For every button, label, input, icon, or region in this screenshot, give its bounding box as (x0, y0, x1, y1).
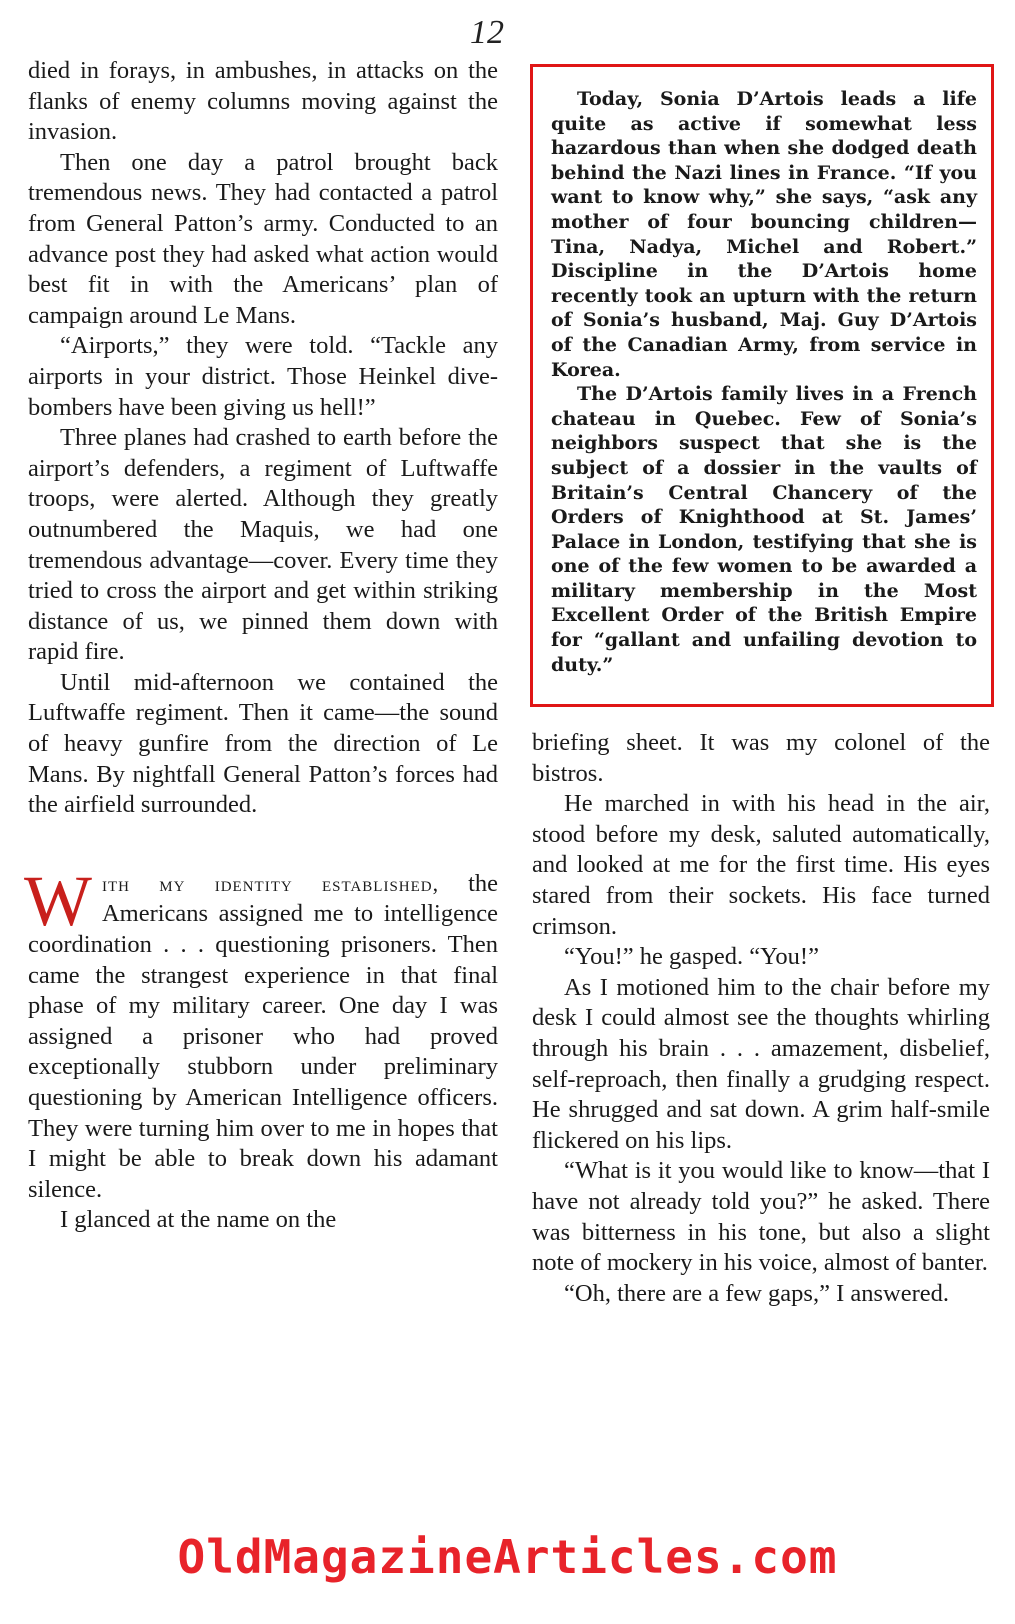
right-paragraph-6: “Oh, there are a few gaps,” I answered. (564, 1279, 949, 1307)
sidebar-paragraph-1: Today, Sonia D’Artois leads a life quite as active if somewhat less hazardous than when she dodged death behind the Nazi lines in France. “If you want to know why,” she says, “ask any mother of four bouncing children—Tina, Nadya, Michel and Robert.” Discipline in the D’Artois home recently took an upturn with the return of Sonia’s husband, Maj. Guy D’Artois of the Canadian Army, from service in Korea. (551, 88, 977, 381)
page-number: 12 (470, 14, 504, 51)
sidebar-box (530, 64, 994, 707)
right-paragraph-2: He marched in with his head in the air, stood before my desk, saluted automatically, and looked at me for the first time. His eyes stared from their sockets. His face turned crimson. (532, 790, 990, 940)
left-paragraph-4: Three planes had crashed to earth before the airport’s defenders, a regiment of Luftwaffe troops, were alerted. Although they greatly outnumbered the Maquis, we had one tremendous advantage—cover. Every time they tried to cross the airport and get within striking distance of us, we pinned them down with rapid fire. (28, 424, 498, 666)
sidebar-paragraph-2: The D’Artois family lives in a French chateau in Quebec. Few of Sonia’s neighbors suspect that she is the subject of a dossier in the vaults of Britain’s Central Chancery of the Orders of Knighthood at St. James’ Palace in London, testifying that she is one of the few women to be awarded a military membership in the Most Excellent Order of the British Empire for “gallant and unfailing devotion to duty.” (551, 383, 977, 676)
left-paragraph-2: Then one day a patrol brought back tremendous news. They had contacted a patrol from General Patton’s army. Conducted to an advance post they had asked what action would best fit in with the Americans’ plan of campaign around Le Mans. (28, 148, 498, 329)
section-break (28, 821, 498, 869)
section-opening-text: the Americans assigned me to intelligence coordination . . . questioning prisoners. Then came the strangest experience in that final phase of my military career. One day I was assigned a prisoner who had proved exceptionally stubborn under preliminary questioning by American Intelligence officers. They were turning him over to me in hopes that I might be able to break down his adamant silence. (28, 869, 498, 1203)
right-paragraph-4: As I motioned him to the chair before my desk I could almost see the thoughts whirling through his brain . . . amazement, disbelief, self-reproach, then finally a grudging respect. He shrugged and sat down. A grim half-smile flickered on his lips. (532, 973, 990, 1154)
drop-cap-letter: W (24, 860, 92, 941)
left-paragraph-1: died in forays, in ambushes, in attacks on the flanks of enemy columns moving against the invasion. (28, 57, 498, 146)
left-paragraph-5: Until mid-afternoon we contained the Luftwaffe regiment. Then it came—the sound of heavy gunfire from the direction of Le Mans. By nightfall General Patton’s forces had the airfield surrounded. (28, 668, 498, 819)
site-watermark: OldMagazineArticles.com (177, 1530, 838, 1584)
right-paragraph-3: “You!” he gasped. “You!” (564, 943, 819, 971)
section-opening-paragraph (24, 860, 498, 1206)
left-column (24, 56, 498, 1236)
right-column (532, 728, 990, 1309)
left-paragraph-last: I glanced at the name on the (60, 1206, 337, 1234)
right-paragraph-5: “What is it you would like to know—that I have not already told you?” he asked. There was bitterness in his tone, but also a slight note of mockery in his voice, almost of banter. (532, 1157, 990, 1277)
left-paragraph-3: “Airports,” they were told. “Tackle any airports in your district. Those Heinkel dive-bombers have been giving us hell!” (28, 332, 498, 421)
right-paragraph-1: briefing sheet. It was my colonel of the bistros. (532, 729, 990, 787)
lead-in-smallcaps: ith my identity established, (101, 870, 440, 896)
